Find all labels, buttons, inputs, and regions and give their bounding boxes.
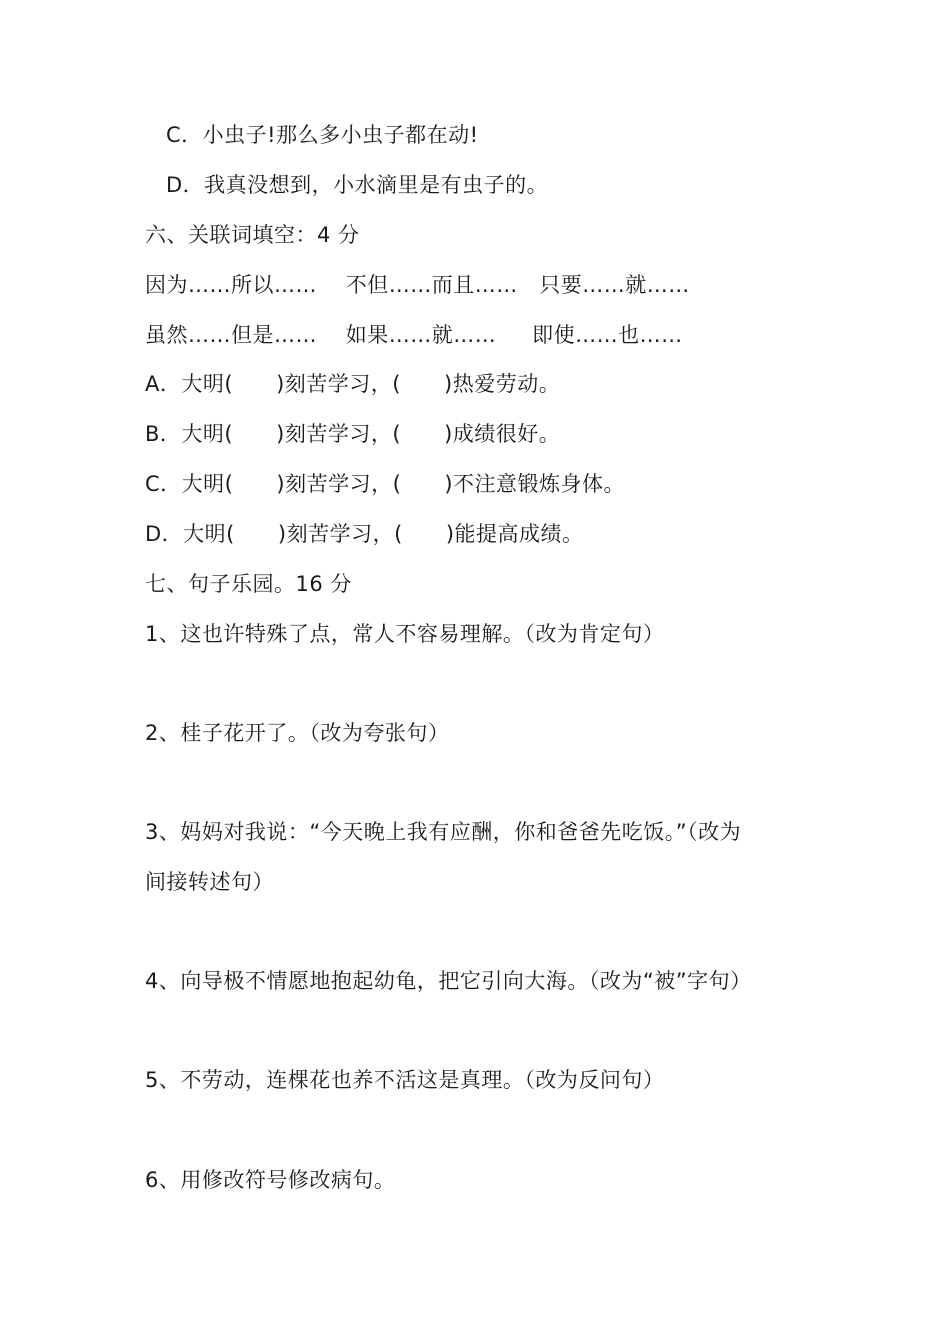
conjunction-row-1: 因为……所以…… 不但……而且…… 只要……就…… [145,273,690,297]
question-3-line-1: 3、妈妈对我说：“今天晚上我有应酬，你和爸爸先吃饭。”（改为 [145,820,742,844]
section6-item-b: B．大明( )刻苦学习，( )成绩很好。 [145,422,561,446]
question-5: 5、不劳动，连棵花也养不活这是真理。（改为反问句） [145,1068,665,1092]
section6-item-d: D．大明( )刻苦学习，( )能提高成绩。 [145,522,584,546]
prev-option-c: C．小虫子!那么多小虫子都在动! [166,123,479,147]
section6-item-c: C．大明( )刻苦学习，( )不注意锻炼身体。 [145,472,626,496]
section7-title: 七、句子乐园。16 分 [145,572,352,596]
prev-option-d: D．我真没想到，小水滴里是有虫子的。 [166,173,549,197]
question-3-line-2: 间接转述句） [145,870,274,894]
question-6: 6、用修改符号修改病句。 [145,1168,396,1192]
question-4: 4、向导极不情愿地抱起幼龟，把它引向大海。（改为“被”字句） [145,969,752,993]
section6-title: 六、关联词填空：4 分 [145,223,360,247]
section6-item-a: A．大明( )刻苦学习，( )热爱劳动。 [145,372,561,396]
question-1: 1、这也许特殊了点，常人不容易理解。（改为肯定句） [145,622,665,646]
question-2: 2、桂子花开了。（改为夸张句） [145,721,450,745]
conjunction-row-2: 虽然……但是…… 如果……就…… 即使……也…… [145,323,683,347]
